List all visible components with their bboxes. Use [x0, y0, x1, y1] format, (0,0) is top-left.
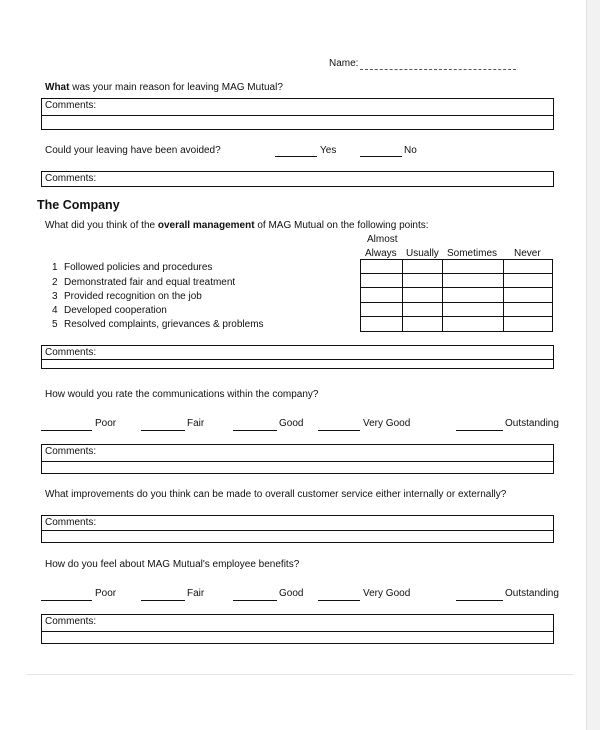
scale-good: Good	[279, 588, 304, 599]
comments-label: Comments:	[45, 173, 97, 184]
scale-very-good: Very Good	[363, 588, 411, 599]
point-label: Provided recognition on the job	[64, 291, 202, 302]
comments-box-communications[interactable]	[41, 444, 554, 474]
grid-line	[360, 316, 553, 317]
point-number: 1	[52, 262, 58, 273]
rating-grid[interactable]	[360, 259, 553, 332]
question-communications: How would you rate the communications within the company?	[45, 389, 319, 400]
scale-fair: Fair	[187, 588, 205, 599]
question-leaving-reason-strong: What	[45, 82, 70, 93]
good-answer-line[interactable]	[233, 430, 277, 431]
comments-box-benefits[interactable]	[41, 614, 554, 644]
comments-label: Comments:	[45, 616, 97, 627]
question-benefits: How do you feel about MAG Mutual's employee benefits?	[45, 559, 300, 570]
comments-box-leaving-reason[interactable]	[41, 98, 554, 130]
comments-label: Comments:	[45, 100, 97, 111]
comments-divider	[42, 631, 553, 632]
question-avoidable: Could your leaving have been avoided?	[45, 145, 221, 156]
point-label: Demonstrated fair and equal treatment	[64, 277, 236, 288]
point-number: 2	[52, 277, 58, 288]
scale-fair: Fair	[187, 418, 205, 429]
scale-good: Good	[279, 418, 304, 429]
fair-answer-line[interactable]	[141, 430, 185, 431]
point-label: Followed policies and procedures	[64, 262, 213, 273]
poor-answer-line[interactable]	[41, 430, 92, 431]
grid-line	[360, 331, 553, 332]
good-answer-line[interactable]	[233, 600, 277, 601]
comments-label: Comments:	[45, 446, 97, 457]
comments-label: Comments:	[45, 517, 97, 528]
section-title-company: The Company	[37, 198, 120, 212]
question-leaving-reason-text: was your main reason for leaving MAG Mutual?	[69, 82, 283, 93]
grid-line	[402, 259, 403, 331]
question-management-post: of MAG Mutual on the following points:	[254, 220, 429, 231]
poor-answer-line[interactable]	[41, 600, 92, 601]
grid-line	[360, 259, 361, 331]
name-input-line[interactable]	[360, 69, 516, 70]
grid-line	[552, 259, 553, 331]
scale-poor: Poor	[95, 588, 117, 599]
comments-box-management[interactable]	[41, 345, 554, 369]
fair-answer-line[interactable]	[141, 600, 185, 601]
question-customer-service: What improvements do you think can be made to overall customer service either internally or externally?	[45, 489, 507, 500]
grid-line	[360, 302, 553, 303]
outstanding-answer-line[interactable]	[456, 600, 503, 601]
comments-label: Comments:	[45, 347, 97, 358]
grid-line	[503, 259, 504, 331]
name-label: Name:	[329, 58, 359, 69]
grid-line	[442, 259, 443, 331]
point-label: Resolved complaints, grievances & problems	[64, 319, 264, 330]
point-label: Developed cooperation	[64, 305, 167, 316]
grid-line	[360, 273, 553, 274]
no-answer-line[interactable]	[360, 156, 402, 157]
page-footer-rule	[26, 674, 574, 675]
header-never: Never	[514, 248, 541, 259]
point-number: 3	[52, 291, 58, 302]
comments-divider	[42, 530, 553, 531]
very-good-answer-line[interactable]	[318, 430, 360, 431]
comments-divider	[42, 359, 553, 360]
header-sometimes: Sometimes	[447, 248, 498, 259]
question-leaving-reason	[45, 82, 283, 94]
scale-outstanding: Outstanding	[505, 588, 559, 599]
comments-divider	[42, 115, 553, 116]
no-option-label: No	[404, 145, 417, 156]
header-almost: Almost	[367, 234, 398, 245]
question-management	[45, 220, 429, 232]
scale-poor: Poor	[95, 418, 117, 429]
point-number: 5	[52, 319, 58, 330]
header-usually: Usually	[406, 248, 439, 259]
very-good-answer-line[interactable]	[318, 600, 360, 601]
comments-divider	[42, 461, 553, 462]
point-number: 4	[52, 305, 58, 316]
grid-line	[360, 287, 553, 288]
comments-box-customer-service[interactable]	[41, 515, 554, 543]
scale-very-good: Very Good	[363, 418, 411, 429]
scale-outstanding: Outstanding	[505, 418, 559, 429]
outstanding-answer-line[interactable]	[456, 430, 503, 431]
question-management-pre: What did you think of the	[45, 220, 158, 231]
question-management-strong: overall management	[157, 220, 255, 231]
comments-box-avoidable[interactable]	[41, 171, 554, 187]
yes-answer-line[interactable]	[275, 156, 317, 157]
grid-line	[360, 259, 553, 260]
header-always: Always	[365, 248, 397, 259]
yes-option-label: Yes	[320, 145, 337, 156]
